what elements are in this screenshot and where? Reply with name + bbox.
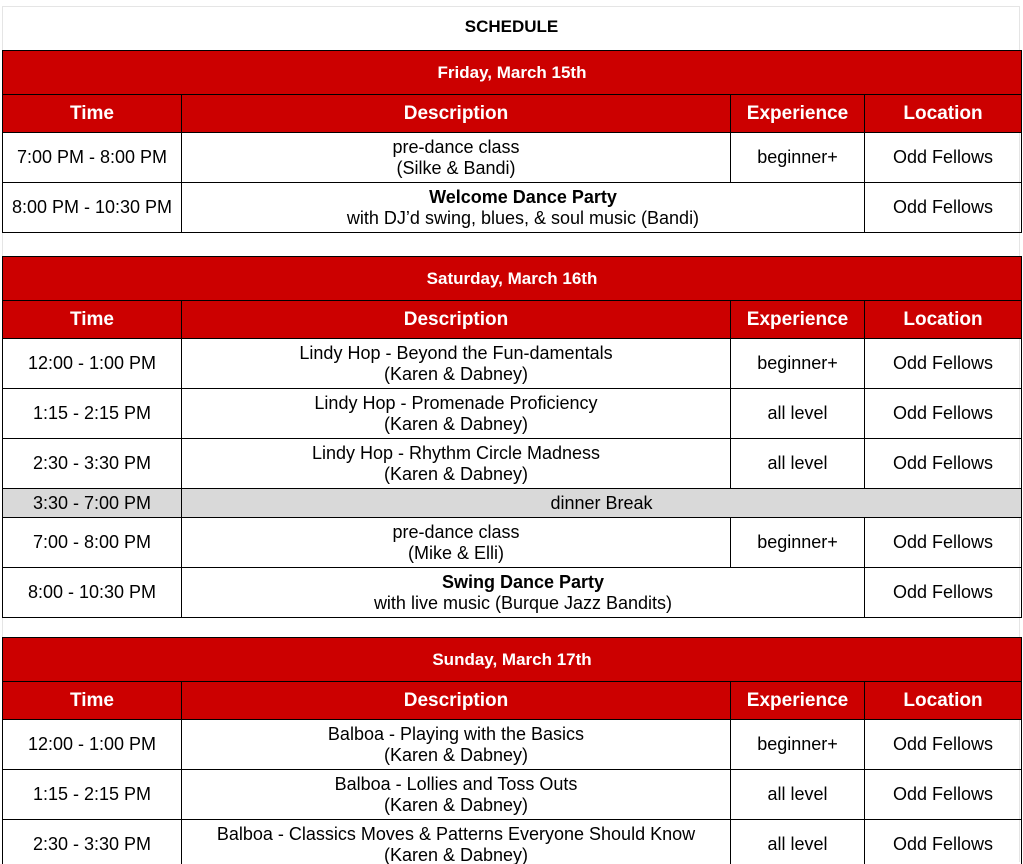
description-instructors: (Karen & Dabney) [383,844,529,864]
location-cell: Odd Fellows [865,720,1022,770]
description-title: Balboa - Classics Moves & Patterns Everyone Should Know [216,823,696,844]
description-cell [182,389,731,439]
description-cell [182,133,731,183]
time-cell: 2:30 - 3:30 PM [3,439,182,489]
location-cell: Odd Fellows [865,183,1022,233]
column-header-description: Description [182,95,731,133]
location-cell: Odd Fellows [865,389,1022,439]
day-section-sunday [2,637,1021,864]
description-instructors: (Karen & Dabney) [383,794,529,815]
time-cell: 12:00 - 1:00 PM [3,339,182,389]
time-cell: 7:00 - 8:00 PM [3,518,182,568]
description-cell [182,568,865,618]
description-title: pre-dance class [392,136,520,157]
experience-cell: all level [731,770,865,820]
location-cell: Odd Fellows [865,568,1022,618]
table-row [3,770,1022,820]
break-label: dinner Break [182,489,1022,518]
break-row [3,489,1022,518]
description-instructors: (Karen & Dabney) [383,363,529,384]
table-row [3,720,1022,770]
description-title: Lindy Hop - Beyond the Fun-damentals [299,342,613,363]
description-cell [182,439,731,489]
location-cell: Odd Fellows [865,518,1022,568]
description-title: pre-dance class [392,521,520,542]
description-title: Lindy Hop - Rhythm Circle Madness [311,442,601,463]
table-row [3,439,1022,489]
location-cell: Odd Fellows [865,439,1022,489]
table-row [3,389,1022,439]
experience-cell: all level [731,820,865,864]
day-header: Friday, March 15th [3,51,1022,95]
column-header-time: Time [3,301,182,339]
description-detail: with DJ’d swing, blues, & soul music (Bandi) [346,207,700,228]
description-cell [182,820,731,864]
description-title: Lindy Hop - Promenade Proficiency [314,392,598,413]
description-cell [182,183,865,233]
column-header-location: Location [865,682,1022,720]
column-header-description: Description [182,682,731,720]
experience-cell: beginner+ [731,339,865,389]
day-section-friday [2,50,1021,233]
table-row [3,568,1022,618]
description-cell [182,770,731,820]
description-detail: with live music (Burque Jazz Bandits) [373,592,673,613]
description-instructors: (Karen & Dabney) [383,413,529,434]
table-row [3,183,1022,233]
time-cell: 1:15 - 2:15 PM [3,389,182,439]
description-instructors: (Karen & Dabney) [383,744,529,765]
day-header: Saturday, March 16th [3,257,1022,301]
table-row [3,518,1022,568]
location-cell: Odd Fellows [865,133,1022,183]
time-cell: 2:30 - 3:30 PM [3,820,182,864]
experience-cell: beginner+ [731,720,865,770]
time-cell: 8:00 - 10:30 PM [3,568,182,618]
time-cell: 1:15 - 2:15 PM [3,770,182,820]
description-title: Balboa - Playing with the Basics [327,723,585,744]
column-header-experience: Experience [731,301,865,339]
column-header-location: Location [865,95,1022,133]
description-title: Balboa - Lollies and Toss Outs [334,773,578,794]
column-header-time: Time [3,682,182,720]
description-title: Swing Dance Party [441,571,605,592]
table-row [3,133,1022,183]
column-header-location: Location [865,301,1022,339]
location-cell: Odd Fellows [865,339,1022,389]
time-cell: 8:00 PM - 10:30 PM [3,183,182,233]
description-cell [182,518,731,568]
experience-cell: beginner+ [731,133,865,183]
table-row [3,339,1022,389]
table-row [3,820,1022,864]
time-cell: 3:30 - 7:00 PM [3,489,182,518]
day-header: Sunday, March 17th [3,638,1022,682]
column-header-description: Description [182,301,731,339]
page-title: SCHEDULE [464,17,559,36]
experience-cell: all level [731,389,865,439]
description-cell [182,720,731,770]
time-cell: 7:00 PM - 8:00 PM [3,133,182,183]
location-cell: Odd Fellows [865,820,1022,864]
location-cell: Odd Fellows [865,770,1022,820]
experience-cell: all level [731,439,865,489]
column-header-experience: Experience [731,682,865,720]
description-instructors: (Karen & Dabney) [383,463,529,484]
description-instructors: (Silke & Bandi) [396,157,516,178]
description-cell [182,339,731,389]
time-cell: 12:00 - 1:00 PM [3,720,182,770]
column-header-experience: Experience [731,95,865,133]
experience-cell: beginner+ [731,518,865,568]
column-header-time: Time [3,95,182,133]
day-section-saturday [2,256,1021,618]
description-instructors: (Mike & Elli) [407,542,504,563]
description-title: Welcome Dance Party [429,186,617,207]
